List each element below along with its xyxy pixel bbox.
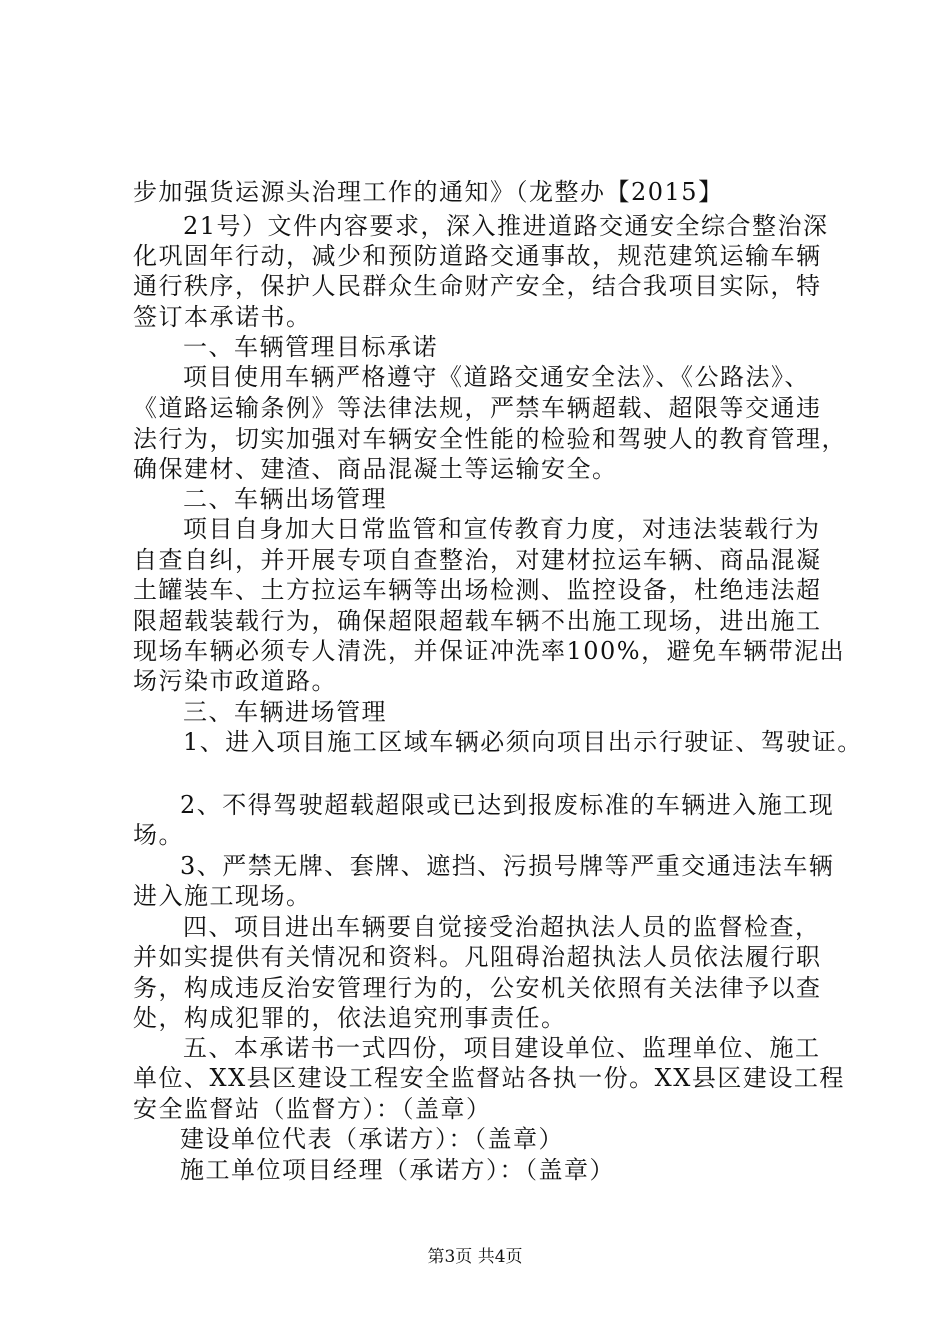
body-line: 土罐装车、土方拉运车辆等出场检测、监控设备，杜绝违法超	[133, 576, 822, 604]
signature-line: 施工单位项目经理（承诺方）：（盖章）	[180, 1156, 615, 1184]
section-heading: 一、车辆管理目标承诺	[183, 333, 438, 361]
body-line: 处，构成犯罪的，依法追究刑事责任。	[133, 1004, 567, 1032]
body-line: 通行秩序，保护人民群众生命财产安全，结合我项目实际，特	[133, 272, 822, 300]
body-line: 限超载装载行为，确保超限超载车辆不出施工现场，进出施工	[133, 607, 822, 635]
body-line: 项目自身加大日常监管和宣传教育力度，对违法装载行为	[183, 515, 821, 543]
body-line: 项目使用车辆严格遵守《道路交通安全法》、《公路法》、	[183, 363, 810, 391]
body-line: 3、严禁无牌、套牌、遮挡、污损号牌等严重交通违法车辆	[180, 852, 835, 880]
page-footer: 第3页 共4页	[427, 1247, 523, 1267]
body-line: 四、项目进出车辆要自觉接受治超执法人员的监督检查，	[183, 913, 821, 941]
section-heading: 三、车辆进场管理	[183, 698, 387, 726]
body-line: 步加强货运源头治理工作的通知》（龙整办【2015】	[133, 178, 724, 206]
body-line: 五、本承诺书一式四份，项目建设单位、监理单位、施工	[183, 1034, 821, 1062]
body-line: 现场车辆必须专人清洗，并保证冲洗率100%，避免车辆带泥出	[133, 637, 846, 665]
body-line: 化巩固年行动，减少和预防道路交通事故，规范建筑运输车辆	[133, 242, 822, 270]
body-line: 自查自纠，并开展专项自查整治，对建材拉运车辆、商品混凝	[133, 546, 822, 574]
body-line: 签订本承诺书。	[133, 303, 312, 331]
signature-line: 建设单位代表（承诺方）：（盖章）	[180, 1125, 564, 1153]
body-line: 2、不得驾驶超载超限或已达到报废标准的车辆进入施工现	[180, 791, 835, 819]
body-line: 并如实提供有关情况和资料。凡阻碍治超执法人员依法履行职	[133, 943, 822, 971]
body-line: 单位、XX县区建设工程安全监督站各执一份。XX县区建设工程	[133, 1064, 845, 1092]
body-line: 法行为，切实加强对车辆安全性能的检验和驾驶人的教育管理，	[133, 425, 847, 453]
body-line: 《道路运输条例》等法律法规，严禁车辆超载、超限等交通违	[133, 394, 822, 422]
body-line: 场污染市政道路。	[133, 667, 337, 695]
body-line: 1、进入项目施工区域车辆必须向项目出示行驶证、驾驶证。	[183, 728, 863, 756]
body-line: 确保建材、建渣、商品混凝土等运输安全。	[133, 455, 618, 483]
signature-line: 安全监督站（监督方）：（盖章）	[133, 1095, 492, 1123]
section-heading: 二、车辆出场管理	[183, 485, 387, 513]
body-line: 进入施工现场。	[133, 882, 312, 910]
body-line: 场。	[133, 821, 184, 849]
body-line: 务，构成违反治安管理行为的，公安机关依照有关法律予以查	[133, 974, 822, 1002]
body-line: 21号）文件内容要求，深入推进道路交通安全综合整治深	[183, 212, 829, 240]
